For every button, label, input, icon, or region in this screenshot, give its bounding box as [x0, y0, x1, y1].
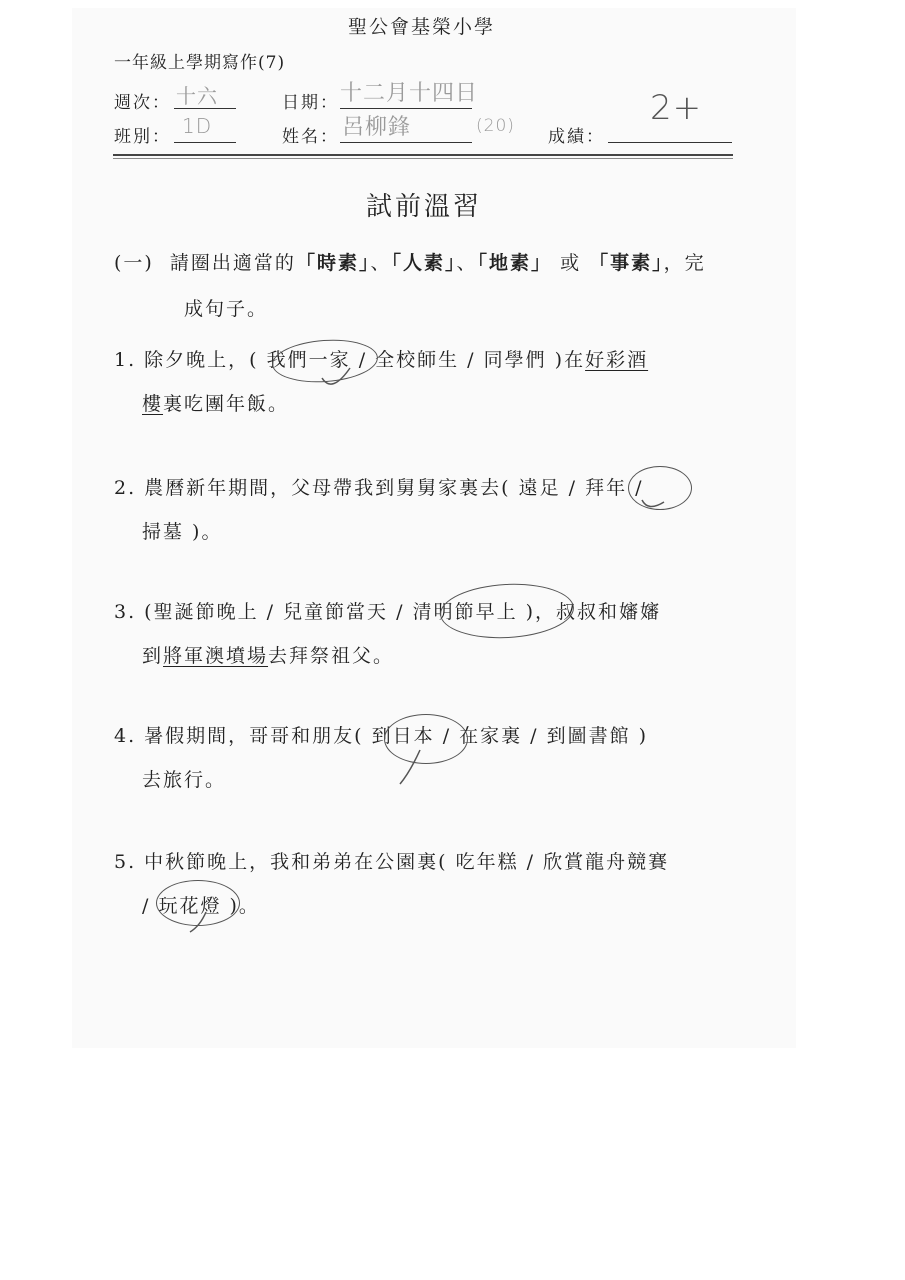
- question-text: 5. 中秋節晚上，我和弟弟在公園裏( 吃年糕 / 欣賞龍舟競賽: [114, 851, 670, 873]
- question-5-line-1: [114, 840, 669, 884]
- question-2-line-2: 掃墓 )。: [142, 521, 223, 543]
- keyword-person: 「人素」: [391, 252, 457, 274]
- instruction-line-1: [114, 240, 706, 286]
- question-1-line-1: [114, 338, 648, 382]
- keyword-place: 「地素」: [477, 252, 553, 274]
- answer-circle-tail: [396, 748, 436, 788]
- week-value: 十六: [176, 84, 218, 108]
- score-value: 2+: [650, 88, 703, 128]
- chosen-option[interactable]: 玩花燈: [158, 895, 222, 917]
- question-text: 到: [142, 645, 164, 667]
- chosen-option[interactable]: 拜年: [585, 477, 628, 499]
- class-value: 1D: [182, 114, 213, 138]
- student-number: (20): [476, 116, 515, 136]
- answer-circle-tail: [320, 364, 360, 394]
- name-label: 姓名：: [282, 127, 339, 147]
- section-number: (一): [114, 252, 154, 274]
- keyword-event: 「事素」: [589, 252, 664, 274]
- score-label: 成績：: [548, 127, 605, 147]
- answer-circle-tail: [186, 910, 216, 934]
- date-value: 十二月十四日: [340, 81, 479, 106]
- school-name: 聖公會基榮小學: [348, 16, 496, 38]
- question-text: / 全校師生 / 同學們 )在: [358, 349, 586, 371]
- question-4-line-1: [114, 714, 648, 758]
- question-text: 1. 除夕晚上，(: [114, 349, 259, 371]
- question-text: 3. (聖誕節晚上 / 兒童節當天 /: [114, 601, 405, 623]
- course-title: 一年級上學期寫作(7): [114, 53, 286, 73]
- instruction-text: 請圈出適當的: [169, 252, 296, 274]
- question-text: /: [142, 895, 151, 917]
- place-underline: 將軍澳墳場: [163, 645, 269, 667]
- question-3-line-1: [114, 590, 661, 634]
- question-4-line-2: 去旅行。: [142, 769, 227, 791]
- place-underline: 樓: [142, 393, 164, 415]
- week-label: 週次：: [114, 93, 171, 113]
- chosen-option[interactable]: 清明節早上: [412, 601, 518, 623]
- question-text: 去拜祭祖父。: [268, 645, 395, 667]
- instruction-line-2: 成句子。: [184, 298, 269, 320]
- question-1: [114, 338, 648, 426]
- place-underline: 好彩酒: [585, 349, 649, 371]
- keyword-time: 「時素」: [295, 252, 371, 274]
- separator: 、: [370, 252, 392, 274]
- question-2: [114, 466, 644, 554]
- question-3-line-2: [114, 634, 661, 678]
- worksheet-title: 試前溫習: [366, 192, 483, 222]
- chosen-option[interactable]: 我們一家: [266, 349, 351, 371]
- name-value: 呂柳鋒: [342, 115, 412, 140]
- question-text: )，叔叔和嬸嬸: [525, 601, 662, 623]
- question-text: / 在家裏 / 到圖書館 ): [442, 725, 649, 747]
- question-text: 4. 暑假期間，哥哥和朋友(: [114, 725, 364, 747]
- header-divider: [113, 154, 733, 156]
- instruction-text: ，完: [663, 252, 706, 274]
- instruction-text: 或: [560, 252, 582, 274]
- question-2-line-1: [114, 466, 644, 510]
- question-4: [114, 714, 648, 802]
- answer-circle-tail: [640, 496, 670, 516]
- question-1-line-2: [114, 382, 648, 426]
- question-3: [114, 590, 661, 678]
- header-divider-thin: [113, 158, 733, 159]
- date-label: 日期：: [282, 93, 339, 113]
- instruction: [114, 240, 706, 332]
- question-text: )。: [229, 895, 260, 917]
- question-text: /: [635, 477, 644, 499]
- question-text: 裏吃團年飯。: [163, 393, 290, 415]
- class-label: 班別：: [114, 127, 171, 147]
- chosen-option[interactable]: 到日本: [371, 725, 435, 747]
- separator: 、: [456, 252, 478, 274]
- question-text: 2. 農曆新年期間，父母帶我到舅舅家裏去( 遠足 /: [114, 477, 578, 499]
